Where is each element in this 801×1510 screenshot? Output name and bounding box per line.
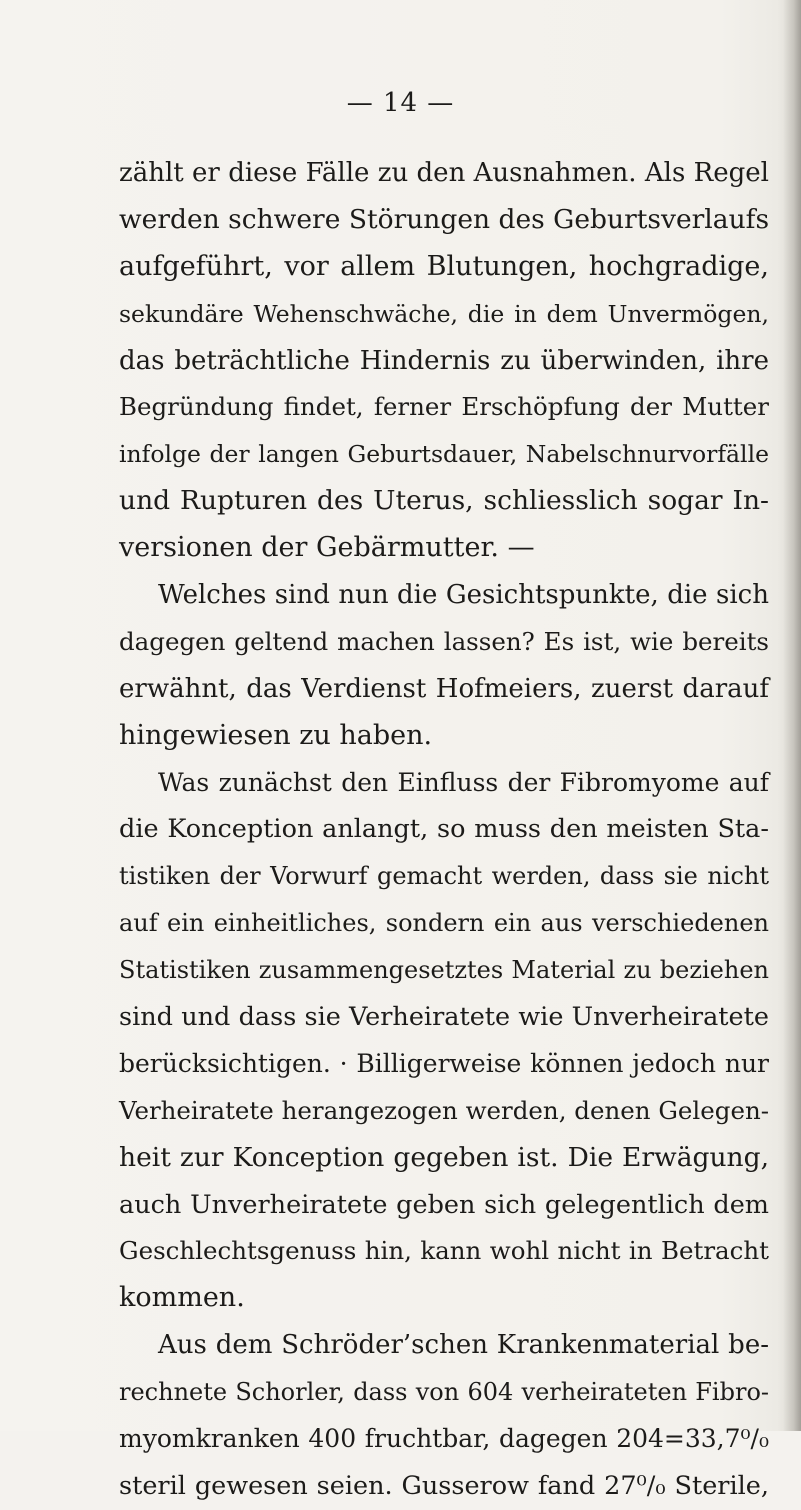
- text-line: infolge der langen Geburtsdauer, Nabelschnurvorfälle: [119, 440, 769, 469]
- text-line: erwähnt, das Verdienst Hofmeiers, zuerst darauf: [119, 673, 769, 704]
- text-line: myomkranken 400 fruchtbar, dagegen 204=33,7⁰/₀: [119, 1424, 769, 1454]
- page-edge-shadow: [783, 0, 801, 1431]
- text-line: steril gewesen seien. Gusserow fand 27⁰/₀ Sterile,: [119, 1470, 769, 1501]
- text-line: Statistiken zusammengesetztes Material zu beziehen: [119, 956, 769, 985]
- paragraph-start-line: Welches sind nun die Gesichtspunkte, die sich: [158, 580, 769, 611]
- page-number-header: — 14 —: [346, 88, 455, 118]
- text-line: werden schwere Störungen des Geburtsverlaufs: [119, 203, 770, 235]
- text-line: Begründung findet, ferner Erschöpfung der Mutter: [119, 392, 769, 422]
- text-line: rechnete Schorler, dass von 604 verheirateten Fibro-: [119, 1378, 769, 1407]
- text-line: auch Unverheiratete geben sich gelegentlich dem: [119, 1189, 769, 1220]
- text-line: Verheiratete herangezogen werden, denen Gelegen-: [119, 1095, 769, 1125]
- text-line: aufgeführt, vor allem Blutungen, hochgradige,: [119, 250, 769, 282]
- text-line: sekundäre Wehenschwäche, die in dem Unvermögen,: [119, 299, 769, 328]
- text-line: die Konception anlangt, so muss den meisten Sta-: [119, 814, 769, 845]
- paragraph-start-line: Aus dem Schröder’schen Krankenmaterial be-: [158, 1330, 769, 1361]
- text-line: auf ein einheitliches, sondern ein aus verschiedenen: [119, 909, 769, 938]
- text-line: berücksichtigen. · Billigerweise können jedoch nur: [119, 1048, 769, 1078]
- text-line: versionen der Gebärmutter. —: [119, 532, 535, 564]
- text-line: heit zur Konception gegeben ist. Die Erwägung,: [119, 1141, 769, 1173]
- text-line: zählt er diese Fälle zu den Ausnahmen. Als Regel: [119, 158, 769, 188]
- text-line: Geschlechtsgenuss hin, kann wohl nicht in Betracht: [119, 1236, 769, 1266]
- text-line: tistiken der Vorwurf gemacht werden, dass sie nicht: [119, 862, 769, 891]
- text-line: und Rupturen des Uterus, schliesslich sogar In-: [119, 485, 769, 517]
- paragraph-start-line: Was zunächst den Einfluss der Fibromyome auf: [158, 767, 769, 797]
- text-line: das beträchtliche Hindernis zu überwinden, ihre: [119, 345, 769, 376]
- text-line: dagegen geltend machen lassen? Es ist, wie bereits: [119, 626, 769, 656]
- text-line: hingewiesen zu haben.: [119, 719, 433, 751]
- text-line: kommen.: [119, 1282, 245, 1314]
- body-text: [119, 150, 769, 1510]
- text-line: sind und dass sie Verheiratete wie Unverheiratete: [119, 1002, 769, 1033]
